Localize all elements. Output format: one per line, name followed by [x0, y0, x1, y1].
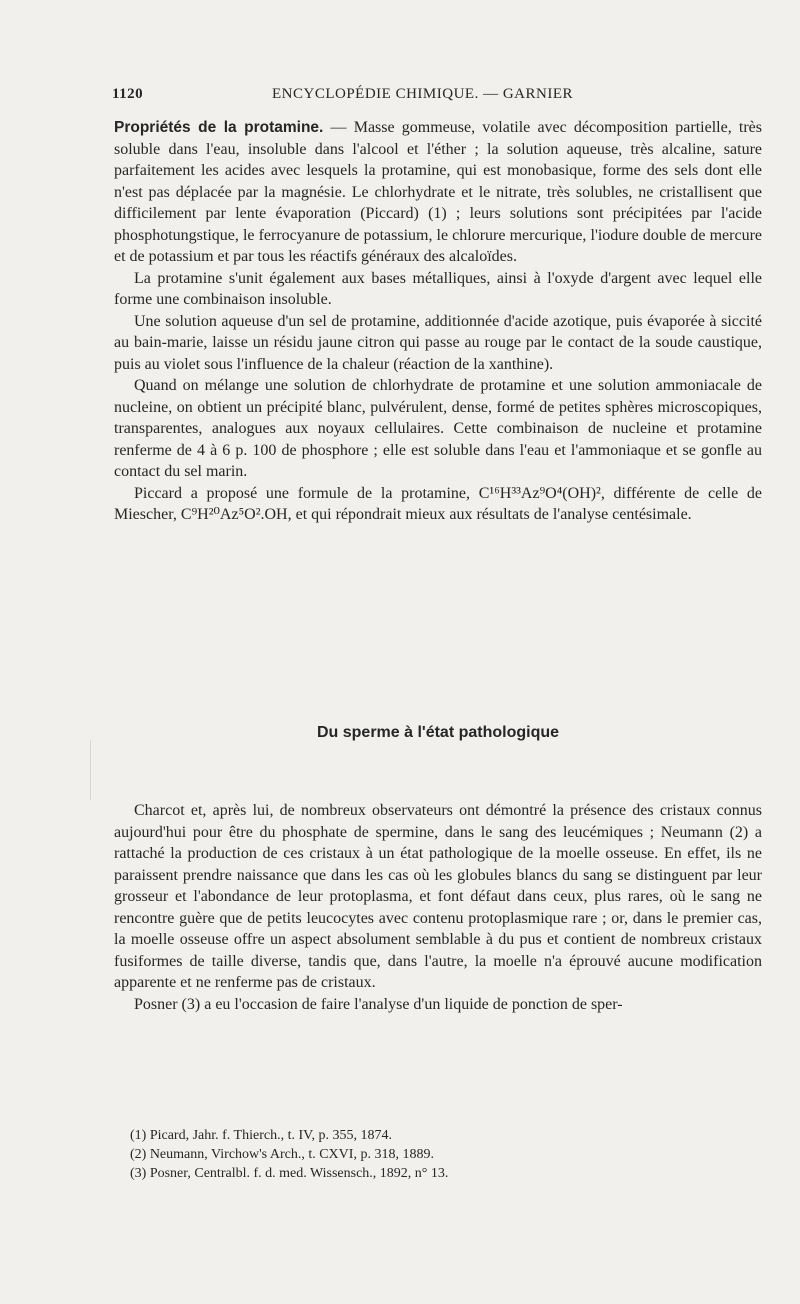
section-pathologique — [114, 800, 762, 1015]
section-heading: Du sperme à l'état pathologique — [316, 724, 560, 741]
paragraph-lead: Propriétés de la protamine. — [114, 119, 324, 136]
paragraph: Charcot et, après lui, de nombreux observateurs ont démontré la présence des cristaux connus aujourd'hui pour être du phosphate de spermine, dans le sang des leucémiques ; Neumann (2) a rattaché la production de ces cristaux à un état pathologique de la moelle osseuse. En effet, ils ne paraissent prendre naissance que dans les cas où les globules blancs du sang se distinguent par leur grosseur et l'abondance de leur protoplasma, et font défaut dans ceux, plus rares, où le sang ne rencontre guère que de petits leucocytes avec contenu protoplasmique rare ; or, dans le premier cas, la moelle osseuse offre un aspect absolument semblable à du pus et contient de nombreux cristaux fusiformes de taille diverse, tandis que, dans l'autre, la moelle n'a éprouvé aucune modification apparente et ne renferme pas de cristaux. — [114, 802, 762, 991]
footnote: (3) Posner, Centralbl. f. d. med. Wissensch., 1892, n° 13. — [130, 1166, 449, 1181]
page-number: 1120 — [112, 86, 144, 102]
footnote: (1) Picard, Jahr. f. Thierch., t. IV, p. 355, 1874. — [130, 1128, 392, 1143]
running-title: ENCYCLOPÉDIE CHIMIQUE. — GARNIER — [272, 86, 573, 102]
paragraph: Piccard a proposé une formule de la protamine, C¹⁶H³³Az⁹O⁴(OH)², différente de celle de Miescher, C⁹H²⁰Az⁵O².OH, et qui répondrait mieux aux résultats de l'analyse centésimale. — [114, 484, 762, 523]
paragraph — [114, 117, 762, 268]
paragraph: La protamine s'unit également aux bases métalliques, ainsi à l'oxyde d'argent avec lequel elle forme une combinaison insoluble. — [114, 269, 762, 308]
paragraph-text: — Masse gommeuse, volatile avec décomposition partielle, très soluble dans l'eau, insoluble dans l'alcool et l'éther ; la solution aqueuse, très alcaline, sature parfaitement les acides avec lesquels la protamine, qui est monobasique, forme des sels dont elle n'est pas déplacée par la magnésie. Le chlorhydrate et le nitrate, très solubles, ne cristallisent que difficilement par lente évaporation (Piccard) (1) ; leurs solutions sont précipitées par l'acide phosphotungstique, le ferrocyanure de potassium, le chlorure mercurique, l'iodure double de mercure et de potassium et par tous les réactifs généraux des alcaloïdes. — [114, 119, 763, 265]
footnote: (2) Neumann, Virchow's Arch., t. CXVI, p. 318, 1889. — [130, 1147, 434, 1162]
paragraph: Une solution aqueuse d'un sel de protamine, additionnée d'acide azotique, puis évaporée à siccité au bain-marie, laisse un résidu jaune citron qui passe au rouge par le contact de la soude caustique, puis au violet sous l'influence de la chaleur (réaction de la xanthine). — [114, 312, 762, 373]
margin-mark — [90, 740, 91, 800]
paragraph: Posner (3) a eu l'occasion de faire l'analyse d'un liquide de ponction de sper- — [134, 995, 623, 1013]
footnotes — [130, 1126, 750, 1183]
page-header — [112, 86, 762, 112]
section-protamine — [114, 117, 762, 526]
paragraph: Quand on mélange une solution de chlorhydrate de protamine et une solution ammoniacale de nucleine, on obtient un précipité blanc, pulvérulent, dense, formé de petites sphères microscopiques, transparentes, analogues aux noyaux cellulaires. Cette combinaison de nucleine et protamine renferme de 4 à 6 p. 100 de phosphore ; elle est soluble dans l'eau et l'ammoniaque et se gonfle au contact du sel marin. — [114, 377, 762, 480]
